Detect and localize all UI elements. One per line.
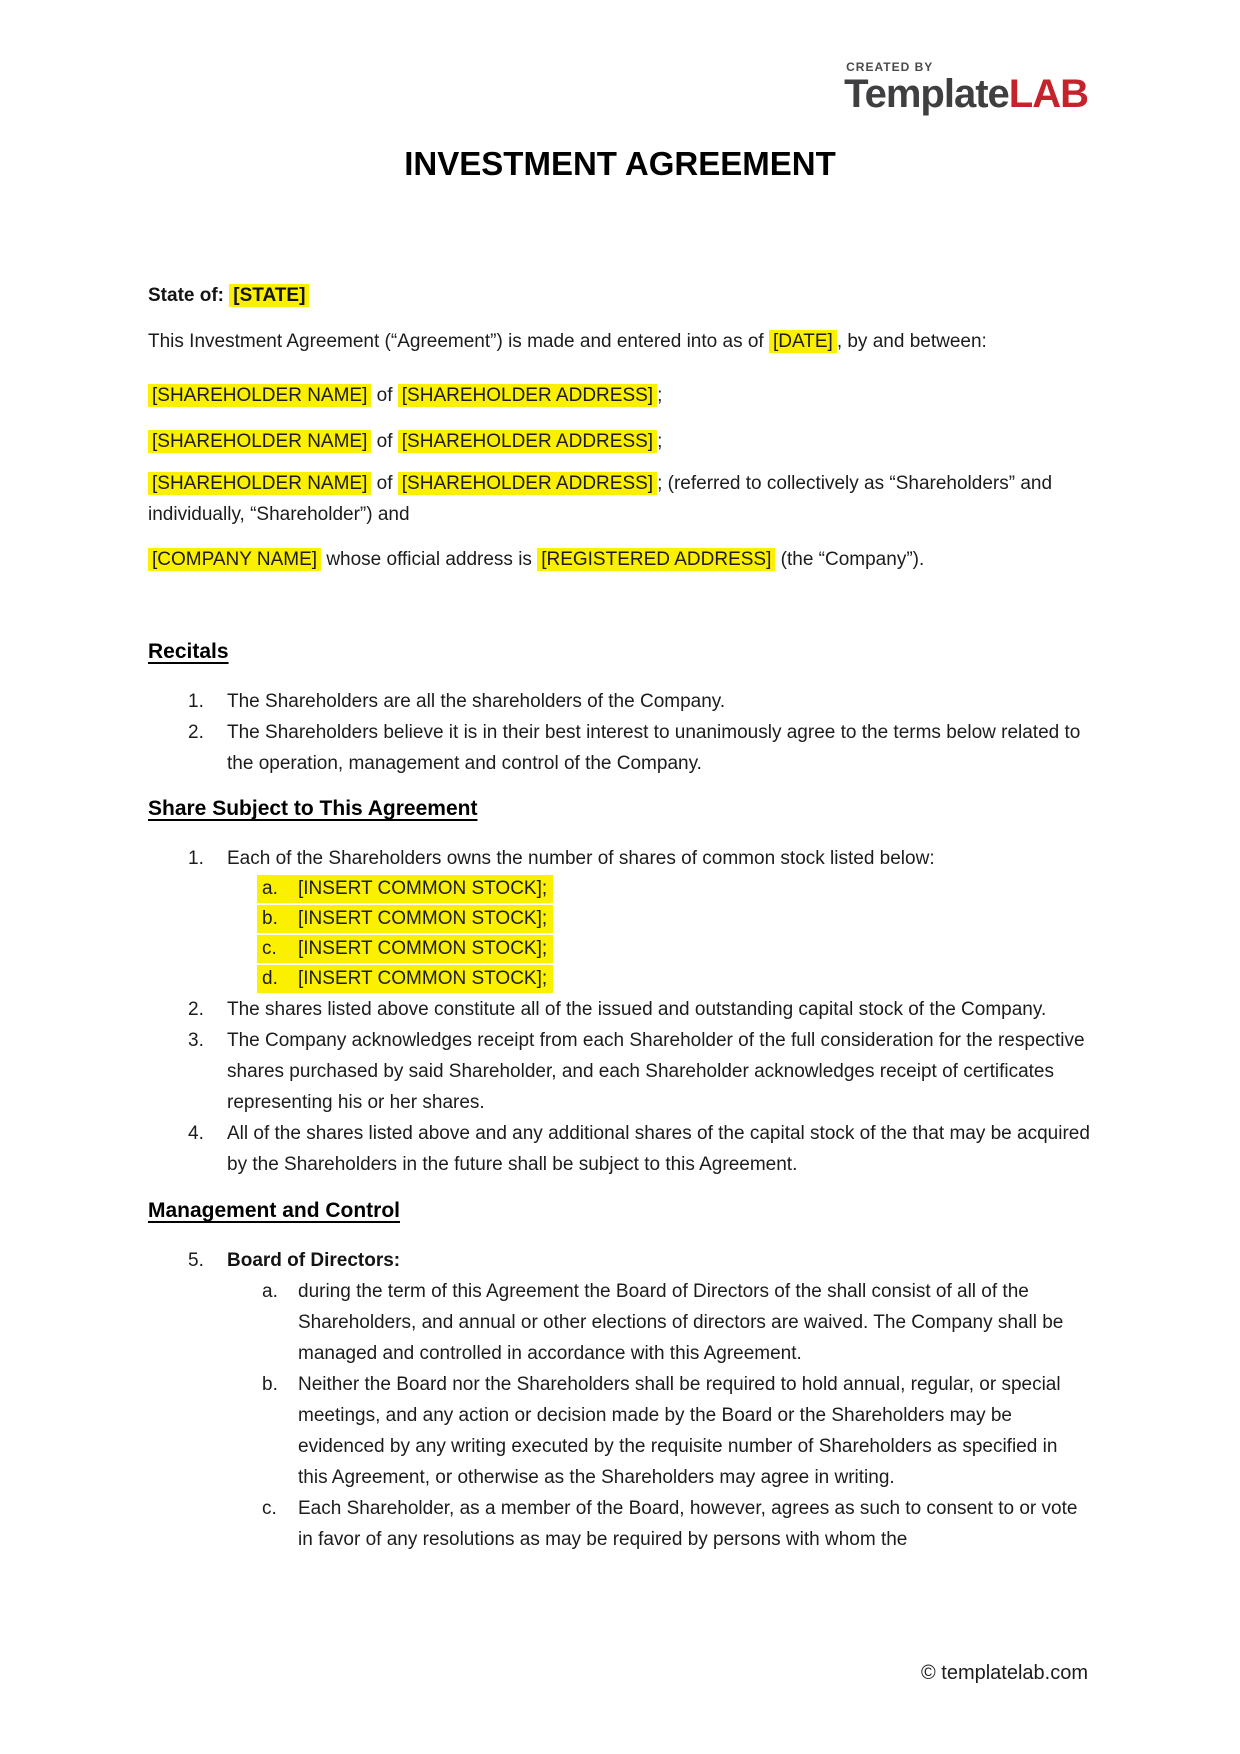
opening-text-after: , by and between: <box>836 331 987 352</box>
document-body <box>148 280 1092 1555</box>
list-item-text: All of the shares listed above and any additional shares of the capital stock of the that may be acquired by the Shareholders in the future shall be subject to this Agreement. <box>227 1123 1090 1175</box>
list-marker: d. <box>262 968 278 989</box>
list-item-text: Each Shareholder, as a member of the Board, however, agrees as such to consent to or vote in favor of any resolutions as may be required by persons with whom the <box>298 1498 1078 1550</box>
stock-placeholder: [INSERT COMMON STOCK]; <box>298 938 548 959</box>
stock-highlight <box>257 935 553 963</box>
list-item-text: The Shareholders believe it is in their best interest to unanimously agree to the terms below related to the operation, management and control of the Company. <box>227 722 1081 774</box>
stock-item-d <box>148 964 1092 994</box>
date-placeholder: [DATE] <box>769 330 837 353</box>
registered-address-placeholder: [REGISTERED ADDRESS] <box>537 548 775 571</box>
stock-item-b <box>148 904 1092 934</box>
list-item-text: The shares listed above constitute all of the issued and outstanding capital stock of the Company. <box>227 999 1047 1020</box>
shareholder-line-1 <box>148 380 1092 411</box>
management-heading: Management and Control <box>148 1199 401 1222</box>
list-marker: 4. <box>188 1123 204 1144</box>
list-marker: a. <box>262 1281 278 1302</box>
stock-highlight <box>257 905 553 933</box>
list-marker: 1. <box>188 848 204 869</box>
footer-copyright: © templatelab.com <box>920 1662 1088 1684</box>
list-marker: c. <box>262 938 277 959</box>
share-subject-heading: Share Subject to This Agreement <box>148 797 478 820</box>
company-name-placeholder: [COMPANY NAME] <box>148 548 321 571</box>
list-item-text: Each of the Shareholders owns the number of shares of common stock listed below: <box>227 848 935 869</box>
opening-text-before: This Investment Agreement (“Agreement”) is made and entered into as of <box>148 331 769 352</box>
share-item-3 <box>148 1025 1092 1118</box>
list-marker: 5. <box>188 1250 204 1271</box>
list-marker: b. <box>262 908 278 929</box>
company-middle-text: whose official address is <box>321 549 538 570</box>
connector-text: of <box>371 431 398 452</box>
share-item-1 <box>148 843 1092 874</box>
management-sub-item-a <box>148 1276 1092 1369</box>
stock-placeholder: [INSERT COMMON STOCK]; <box>298 878 548 899</box>
state-label: State of: <box>148 285 230 306</box>
opening-paragraph <box>148 326 1092 357</box>
shareholder-address-placeholder: [SHAREHOLDER ADDRESS] <box>398 472 657 495</box>
management-sub-item-c <box>148 1493 1092 1555</box>
list-marker: c. <box>262 1498 277 1519</box>
shareholder-name-placeholder: [SHAREHOLDER NAME] <box>148 430 371 453</box>
board-of-directors-label: Board of Directors: <box>227 1250 401 1271</box>
list-marker: 1. <box>188 691 204 712</box>
list-marker: 2. <box>188 999 204 1020</box>
shareholder-name-placeholder: [SHAREHOLDER NAME] <box>148 472 371 495</box>
state-placeholder: [STATE] <box>229 284 309 307</box>
list-item-text: Neither the Board nor the Shareholders shall be required to hold annual, regular, or special meetings, and any action or decision made by the Board or the Shareholders may be evidenced by any writing executed by the requisite number of Shareholders as specified in this Agreement, or otherwise as the Shareholders may agree in writing. <box>298 1374 1061 1488</box>
connector-text: of <box>371 473 398 494</box>
logo-brand-main: Template <box>844 72 1009 116</box>
stock-placeholder: [INSERT COMMON STOCK]; <box>298 968 548 989</box>
suffix-text: ; <box>657 385 663 406</box>
connector-text: of <box>371 385 398 406</box>
list-item-text: during the term of this Agreement the Board of Directors of the shall consist of all of the Shareholders, and annual or other elections of directors are waived. The Company shall be managed and controlled in accordance with this Agreement. <box>298 1281 1064 1364</box>
board-of-directors-item <box>148 1245 1092 1276</box>
recital-item-1 <box>148 686 1092 717</box>
stock-item-c <box>148 934 1092 964</box>
stock-highlight <box>257 965 553 993</box>
logo-brand-text <box>844 74 1088 114</box>
state-line <box>148 280 1092 311</box>
shareholder-line-2 <box>148 426 1092 457</box>
page-title: INVESTMENT AGREEMENT <box>404 145 836 182</box>
stock-highlight <box>257 875 553 903</box>
list-marker: 3. <box>188 1030 204 1051</box>
templatelab-logo <box>844 60 1088 114</box>
shareholder-line-3 <box>148 468 1092 530</box>
suffix-text: ; (referred to collectively as “Shareholders” and individually, “Shareholder”) and <box>148 473 1053 525</box>
list-marker: b. <box>262 1374 278 1395</box>
management-sub-item-b <box>148 1369 1092 1493</box>
logo-created-by-label: CREATED BY <box>846 60 934 74</box>
list-marker: a. <box>262 878 278 899</box>
company-suffix-text: (the “Company”). <box>775 549 925 570</box>
share-item-4 <box>148 1118 1092 1180</box>
company-line <box>148 544 1092 575</box>
suffix-text: ; <box>657 431 663 452</box>
logo-brand-accent: LAB <box>1008 72 1088 116</box>
shareholder-address-placeholder: [SHAREHOLDER ADDRESS] <box>398 430 657 453</box>
share-item-2 <box>148 994 1092 1025</box>
shareholder-address-placeholder: [SHAREHOLDER ADDRESS] <box>398 384 657 407</box>
list-item-text: The Company acknowledges receipt from each Shareholder of the full consideration for the respective shares purchased by said Shareholder, and each Shareholder acknowledges receipt of certificates representing his or her shares. <box>227 1030 1085 1113</box>
recitals-heading: Recitals <box>148 640 229 663</box>
recital-item-2 <box>148 717 1092 779</box>
list-marker: 2. <box>188 722 204 743</box>
shareholder-name-placeholder: [SHAREHOLDER NAME] <box>148 384 371 407</box>
list-item-text: The Shareholders are all the shareholders of the Company. <box>227 691 726 712</box>
stock-item-a <box>148 874 1092 904</box>
stock-placeholder: [INSERT COMMON STOCK]; <box>298 908 548 929</box>
